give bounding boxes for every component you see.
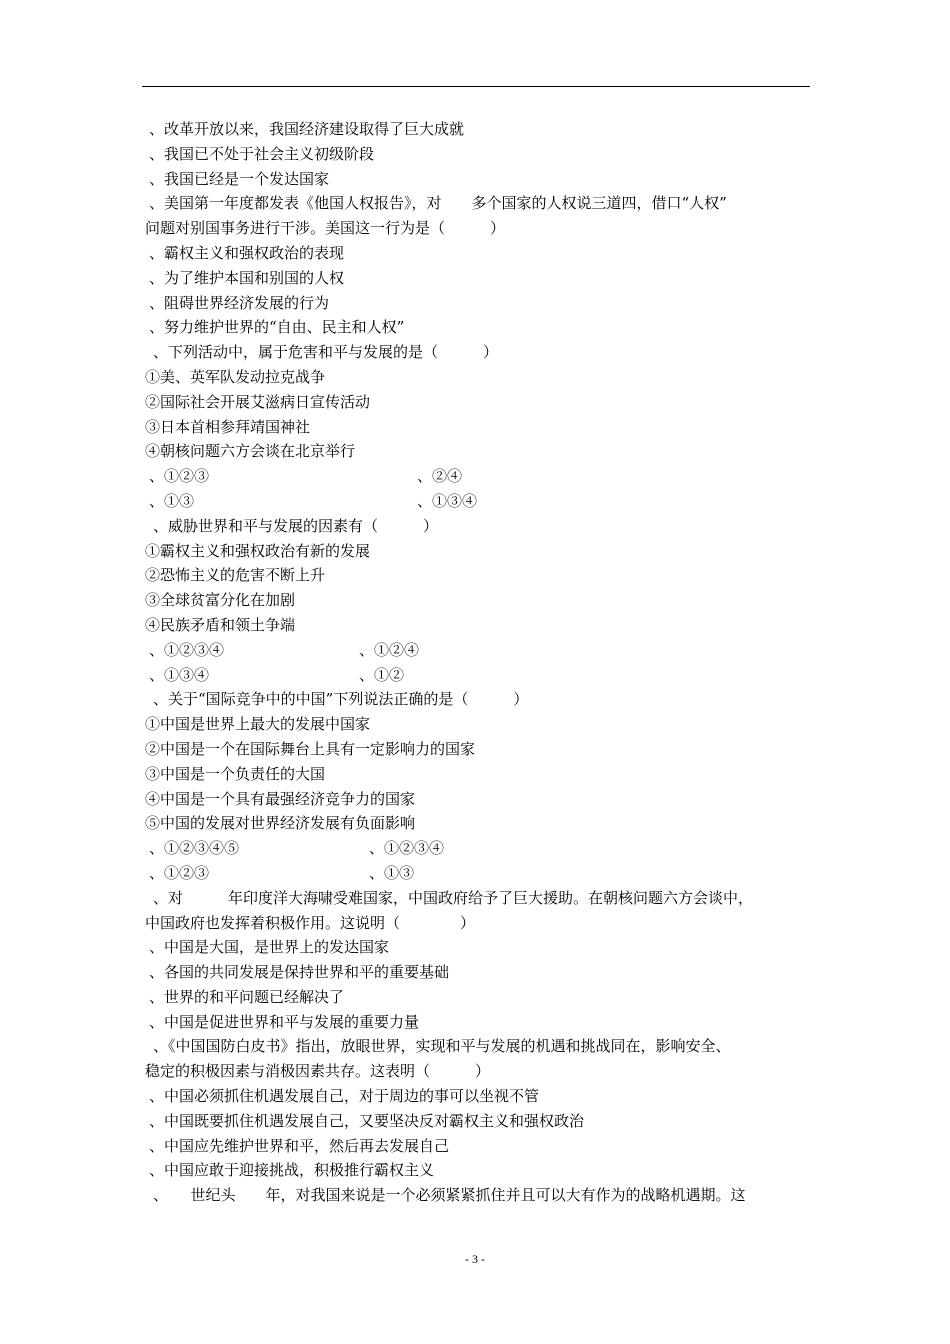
document-body [145, 117, 813, 1208]
question-line: 、下列活动中，属于危害和平与发展的是（ ） [153, 343, 499, 362]
option-b: 、①② [359, 665, 405, 684]
option-a: 、①②③ [149, 467, 210, 486]
statement-line: ①中国是世界上最大的发展中国家 [145, 715, 371, 734]
statement-line: ③中国是一个负责任的大国 [145, 764, 326, 783]
statement-line: ④民族矛盾和领土争端 [145, 615, 296, 634]
option-b: 、①③ [369, 863, 415, 882]
statement-line: ⑤中国的发展对世界经济发展有负面影响 [145, 814, 416, 833]
question-line: 问题对别国事务进行干涉。美国这一行为是（ ） [145, 219, 506, 238]
header-rule [142, 86, 810, 87]
statement-line: ②中国是一个在国际舞台上具有一定影响力的国家 [145, 739, 476, 758]
option-a: 、①②③④ [149, 640, 225, 659]
question-line: 稳定的积极因素与消极因素共存。这表明（ ） [145, 1062, 491, 1081]
option-a: 、①③ [149, 491, 195, 510]
option-line: 、中国是促进世界和平与发展的重要力量 [149, 1012, 420, 1031]
option-line: 、阻碍世界经济发展的行为 [149, 293, 330, 312]
option-line: 、中国应敢于迎接挑战，积极推行霸权主义 [149, 1161, 435, 1180]
option-line: 、中国是大国，是世界上的发达国家 [149, 938, 390, 957]
option-line: 、改革开放以来，我国经济建设取得了巨大成就 [149, 120, 465, 138]
statement-line: ①美、英军队发动拉克战争 [145, 367, 326, 386]
option-b: 、①②④ [359, 640, 420, 659]
option-a: 、①③④ [149, 665, 210, 684]
question-line: 中国政府也发挥着积极作用。这说明（ ） [145, 913, 476, 932]
statement-line: ②国际社会开展艾滋病日宣传活动 [145, 392, 371, 411]
option-line: 、中国既要抓住机遇发展自己，又要坚决反对霸权主义和强权政治 [149, 1111, 585, 1130]
question-line: 、关于“国际竞争中的中国”下列说法正确的是（ ） [153, 690, 529, 709]
option-line: 、中国必须抓住机遇发展自己，对于周边的事可以坐视不管 [149, 1087, 540, 1106]
statement-line: ①霸权主义和强权政治有新的发展 [145, 541, 371, 560]
question-line: 、《中国国防白皮书》指出，放眼世界，实现和平与发展的机遇和挑战同在，影响安全、 [153, 1037, 731, 1056]
page-number: - 3 - [465, 1252, 485, 1266]
option-b: 、①②③④ [369, 839, 445, 858]
question-line: 、对 年印度洋大海啸受难国家，中国政府给予了巨大援助。在朝核问题六方会谈中， [153, 888, 754, 907]
option-b: 、②④ [417, 467, 463, 486]
question-line: 、美国第一年度都发表《他国人权报告》，对 多个国家的人权说三道四，借口“人权” [149, 194, 727, 213]
option-line: 、霸权主义和强权政治的表现 [149, 243, 345, 262]
option-line: 、中国应先维护世界和平，然后再去发展自己 [149, 1136, 450, 1155]
option-line: 、努力维护世界的“自由、民主和人权” [149, 318, 405, 337]
option-line: 、我国已经是一个发达国家 [149, 169, 330, 188]
question-line: 、威胁世界和平与发展的因素有（ ） [153, 516, 439, 535]
statement-line: ④朝核问题六方会谈在北京举行 [145, 442, 356, 461]
option-row [145, 861, 813, 886]
option-line: 、我国已不处于社会主义初级阶段 [149, 144, 375, 163]
statement-line: ③全球贫富分化在加剧 [145, 591, 296, 610]
option-row [145, 836, 813, 861]
statement-line: ④中国是一个具有最强经济竞争力的国家 [145, 789, 416, 808]
option-b: 、①③④ [417, 491, 478, 510]
statement-line: ②恐怖主义的危害不断上升 [145, 566, 326, 585]
option-line: 、世界的和平问题已经解决了 [149, 987, 345, 1006]
option-line: 、各国的共同发展是保持世界和平的重要基础 [149, 963, 450, 982]
option-row [145, 663, 813, 688]
option-row [145, 489, 813, 514]
option-line: 、为了维护本国和别国的人权 [149, 268, 345, 287]
option-a: 、①②③ [149, 863, 210, 882]
question-line: 、 世纪头 年，对我国来说是一个必须紧紧抓住并且可以大有作为的战略机遇期。这 [153, 1186, 746, 1205]
statement-line: ③日本首相参拜靖国神社 [145, 417, 311, 436]
option-row [145, 638, 813, 663]
option-row [145, 464, 813, 489]
option-a: 、①②③④⑤ [149, 839, 240, 858]
